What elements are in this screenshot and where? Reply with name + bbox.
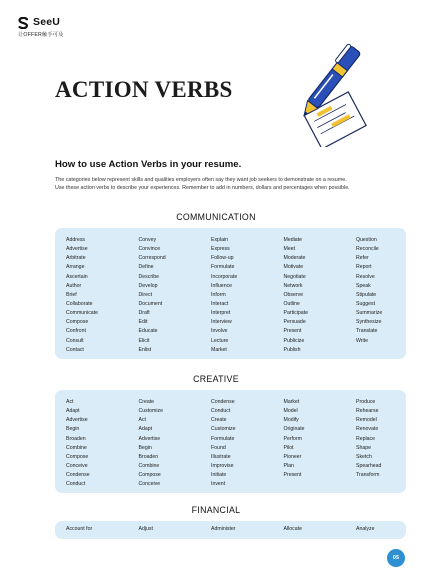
verb-item: Speak — [356, 282, 371, 289]
verb-item: Consult — [66, 337, 84, 344]
verb-column — [284, 398, 357, 489]
verb-column — [66, 525, 139, 534]
verb-item: Address — [66, 237, 86, 243]
verb-item: Interpret — [211, 310, 231, 317]
creative-verb-box — [55, 390, 406, 493]
verb-item: Enlist — [138, 346, 152, 353]
verb-item: Originate — [283, 426, 305, 433]
verb-item: Present — [283, 328, 302, 335]
verb-item: Author — [66, 282, 82, 289]
verb-item: Allocate — [283, 526, 302, 532]
verb-item: Express — [211, 246, 230, 253]
verb-item: Market — [211, 346, 227, 353]
verb-item: Initiate — [211, 472, 227, 479]
verb-item: Customize — [211, 426, 236, 433]
pen-writing-on-paper-icon — [282, 29, 374, 147]
verb-column — [66, 236, 139, 355]
verb-item: Analyze — [356, 526, 375, 532]
verb-item: Translate — [356, 328, 378, 335]
verb-columns — [66, 236, 429, 355]
verb-item: Formulate — [211, 264, 235, 271]
verb-column — [356, 398, 429, 489]
verb-item: Create — [138, 399, 155, 405]
verb-item: Begin — [138, 444, 152, 451]
financial-verb-box — [55, 521, 406, 539]
verb-item: Combine — [66, 444, 87, 451]
verb-item: Present — [283, 472, 302, 479]
verb-item: Conceive — [66, 462, 88, 469]
verb-item: Correspond — [138, 255, 166, 262]
verb-item: Interview — [211, 319, 232, 326]
verb-item: Advertise — [66, 417, 88, 424]
verb-item: Define — [138, 264, 154, 271]
verb-column — [356, 525, 429, 534]
verb-item: Compose — [66, 319, 89, 326]
verb-item: Perform — [283, 435, 302, 442]
verb-item: Meet — [283, 246, 296, 253]
verb-item: Shape — [356, 444, 372, 451]
verb-item: Compose — [138, 472, 161, 479]
verb-item: Educate — [138, 328, 158, 335]
verb-item: Brief — [66, 291, 77, 298]
verb-item: Edit — [138, 319, 148, 326]
verb-item: Advertise — [66, 246, 88, 253]
verb-item: Adapt — [138, 426, 153, 433]
verb-item: Contact — [66, 346, 84, 353]
verb-item: Condense — [66, 472, 90, 479]
verb-item: Publicize — [283, 337, 305, 344]
verb-item: Customize — [138, 408, 164, 415]
verb-item: Modify — [283, 417, 299, 424]
section-title-financial: FINANCIAL — [191, 505, 241, 515]
verb-item: Adjust — [138, 526, 153, 532]
verb-column — [284, 236, 357, 355]
verb-item: Produce — [356, 399, 376, 405]
verb-item: Inform — [211, 291, 226, 298]
verb-column — [211, 398, 284, 489]
verb-item: Convince — [138, 246, 161, 253]
verb-item: Renovate — [356, 426, 379, 433]
verb-item: Draft — [138, 310, 150, 317]
verb-item: Outline — [283, 300, 300, 307]
verb-item: Refer — [356, 255, 369, 262]
verb-item: Plan — [283, 462, 294, 469]
section-title-creative: CREATIVE — [193, 374, 239, 384]
seeu-logo-icon — [18, 17, 29, 29]
verb-item: Synthesize — [356, 319, 382, 326]
verb-item: Administer — [211, 526, 236, 532]
verb-column — [211, 525, 284, 534]
page-number-badge: 05 — [387, 549, 405, 567]
verb-item: Negotiate — [283, 273, 306, 280]
verb-item: Confront — [66, 328, 86, 335]
verb-item: Conduct — [66, 481, 86, 488]
verb-item: Broaden — [66, 435, 86, 442]
verb-item: Adapt — [66, 408, 80, 415]
howto-heading: How to use Action Verbs in your resume. — [55, 159, 242, 170]
verb-item: Conduct — [211, 408, 231, 415]
verb-item: Illustrate — [211, 453, 231, 460]
verb-item: Participate — [283, 310, 309, 317]
verb-item: Act — [138, 417, 146, 424]
verb-item: Collaborate — [66, 300, 93, 307]
verb-item: Stipulate — [356, 291, 377, 298]
verb-item: Reconcile — [356, 246, 379, 253]
verb-item: Conceive — [138, 481, 161, 488]
verb-item: Formulate — [211, 435, 235, 442]
verb-column — [284, 525, 357, 534]
brand-tagline: 让OFFER触手可及 — [18, 32, 64, 38]
intro-paragraph — [55, 176, 410, 193]
verb-item: Describe — [138, 273, 159, 280]
page-title: ACTION VERBS — [55, 77, 233, 102]
verb-item: Arrange — [66, 264, 85, 271]
verb-item: Mediate — [283, 237, 302, 243]
verb-item: Replace — [356, 435, 376, 442]
verb-item: Resolve — [356, 273, 375, 280]
verb-item: Observe — [283, 291, 304, 298]
verb-item: Rehearse — [356, 408, 379, 415]
verb-item: Influence — [211, 282, 233, 289]
verb-item: Spearhead — [356, 462, 382, 469]
verb-item: Communicate — [66, 310, 99, 317]
verb-item: Advertise — [138, 435, 161, 442]
verb-columns — [66, 525, 429, 534]
verb-item: Elicit — [138, 337, 150, 344]
verb-item: Develop — [138, 282, 158, 289]
verb-item: Explain — [211, 237, 229, 243]
verb-item: Persuade — [283, 319, 306, 326]
verb-item: Interact — [211, 300, 229, 307]
verb-item: Compose — [66, 453, 89, 460]
verb-item: Model — [283, 408, 298, 415]
verb-item: Ascertain — [66, 273, 88, 280]
verb-item: Lecture — [211, 337, 229, 344]
verb-item: Begin — [66, 426, 80, 433]
brand-name: SeeU — [33, 16, 61, 28]
verb-item: Involve — [211, 328, 228, 335]
verb-columns — [66, 398, 429, 489]
verb-item: Pioneer — [283, 453, 302, 460]
verb-item: Publish — [283, 346, 301, 353]
verb-item: Improvise — [211, 462, 234, 469]
verb-column — [66, 398, 139, 489]
verb-item: Found — [211, 444, 226, 451]
verb-item: Invent — [211, 481, 226, 488]
intro-line: The categories below represent skills and qualities employers often say they want job seekers to demonstrate on a resume. — [55, 177, 347, 183]
verb-item: Moderate — [283, 255, 306, 262]
verb-item: Account for — [66, 526, 93, 532]
verb-item: Condense — [211, 399, 235, 405]
verb-column — [139, 525, 212, 534]
intro-line: Use these action verbs to describe your experiences. Remember to add in numbers, dollars and percentages when possible. — [55, 185, 350, 192]
verb-column — [211, 236, 284, 355]
verb-item: Transform — [356, 472, 380, 479]
verb-item: Broaden — [138, 453, 159, 460]
verb-column — [139, 236, 212, 355]
verb-item: Sketch — [356, 453, 372, 460]
verb-item: Combine — [138, 462, 160, 469]
verb-item: Report — [356, 264, 372, 271]
verb-item: Create — [211, 417, 227, 424]
verb-item: Convey — [138, 237, 157, 243]
verb-item: Market — [283, 399, 300, 405]
verb-item: Motivate — [283, 264, 304, 271]
verb-item: Direct — [138, 291, 153, 298]
brand-logo — [18, 16, 138, 44]
verb-item: Write — [356, 337, 369, 344]
verb-item: Document — [138, 300, 163, 307]
verb-column — [139, 398, 212, 489]
verb-item: Question — [356, 237, 377, 243]
verb-item: Network — [283, 282, 303, 289]
verb-item: Follow-up — [211, 255, 234, 262]
verb-item: Summarize — [356, 310, 383, 317]
verb-item: Suggest — [356, 300, 376, 307]
verb-item: Remodel — [356, 417, 377, 424]
verb-item: Act — [66, 399, 74, 405]
section-title-communication: COMMUNICATION — [176, 212, 256, 222]
verb-item: Arbitrate — [66, 255, 86, 262]
verb-column — [356, 236, 429, 355]
verb-item: Pilot — [283, 444, 294, 451]
communication-verb-box — [55, 228, 406, 359]
verb-item: Incorporate — [211, 273, 238, 280]
